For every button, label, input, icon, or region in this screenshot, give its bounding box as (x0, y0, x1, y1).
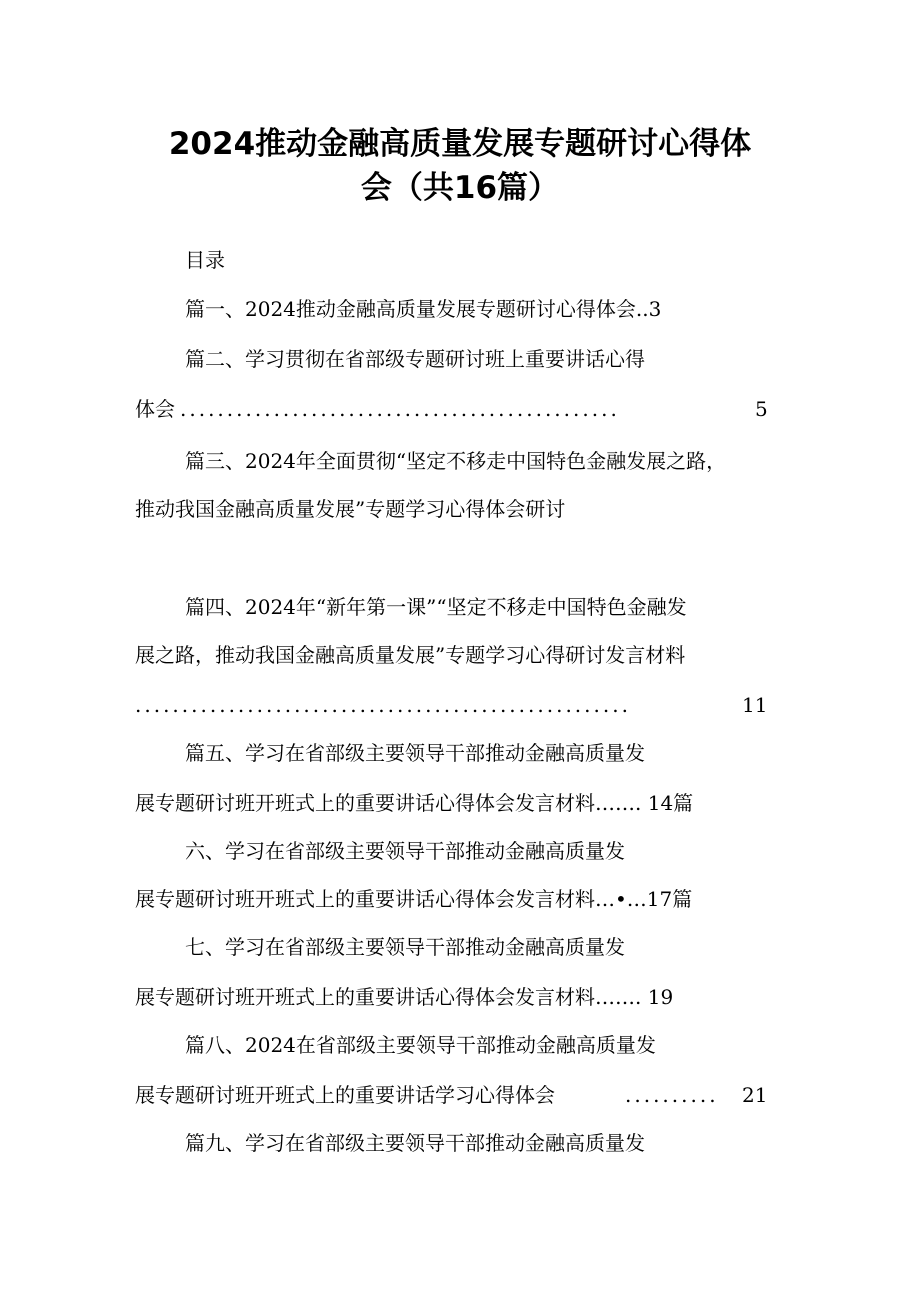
toc-entry-8-line-2[interactable]: 展专题研讨班开班式上的重要讲话学习心得体会 (135, 1083, 555, 1107)
toc-entry-2-line-2[interactable]: 体会 (135, 397, 175, 421)
toc-heading: 目录 (185, 248, 225, 272)
toc-entry-4-page[interactable]: 11 (742, 693, 768, 717)
toc-entry-5-line-2[interactable]: 展专题研讨班开班式上的重要讲话心得体会发言材料……. 14篇 (135, 791, 694, 815)
toc-entry-6-line-1[interactable]: 六、学习在省部级主要领导干部推动金融高质量发 (185, 839, 625, 863)
toc-entry-8-leader-dots: .......... (625, 1083, 719, 1107)
toc-entry-3-line-1[interactable]: 篇三、2024年全面贯彻“坚定不移走中国特色金融发展之路， (185, 449, 727, 473)
toc-entry-8-page[interactable]: 21 (742, 1083, 768, 1107)
toc-entry-2-leader-dots: ............................................... (180, 397, 620, 421)
toc-entry-7-line-2[interactable]: 展专题研讨班开班式上的重要讲话心得体会发言材料……. 19 (135, 985, 674, 1009)
toc-entry-8-line-1[interactable]: 篇八、2024在省部级主要领导干部推动金融高质量发 (185, 1033, 656, 1057)
document-title (130, 122, 790, 210)
toc-entry-1[interactable]: 篇一、2024推动金融高质量发展专题研讨心得体会..3 (185, 297, 662, 321)
toc-entry-2-line-1[interactable]: 篇二、学习贯彻在省部级专题研讨班上重要讲话心得 (185, 347, 645, 371)
toc-entry-3-line-2[interactable]: 推动我国金融高质量发展”专题学习心得体会研讨 (135, 497, 566, 521)
toc-entry-5-line-1[interactable]: 篇五、学习在省部级主要领导干部推动金融高质量发 (185, 741, 645, 765)
toc-entry-7-line-1[interactable]: 七、学习在省部级主要领导干部推动金融高质量发 (185, 935, 625, 959)
title-line-1: 2024推动金融高质量发展专题研讨心得体 (168, 126, 752, 162)
toc-entry-4-line-1[interactable]: 篇四、2024年“新年第一课”“坚定不移走中国特色金融发 (185, 595, 687, 619)
toc-entry-9-line-1[interactable]: 篇九、学习在省部级主要领导干部推动金融高质量发 (185, 1131, 645, 1155)
title-line-2: 会（共16篇） (360, 170, 560, 206)
toc-entry-4-leader-dots: ..................................................... (135, 693, 631, 717)
toc-entry-6-line-2[interactable]: 展专题研讨班开班式上的重要讲话心得体会发言材料…•…17篇 (135, 887, 693, 911)
toc-entry-2-page[interactable]: 5 (755, 397, 768, 421)
toc-entry-4-line-2[interactable]: 展之路，推动我国金融高质量发展”专题学习心得研讨发言材料 (135, 643, 686, 667)
